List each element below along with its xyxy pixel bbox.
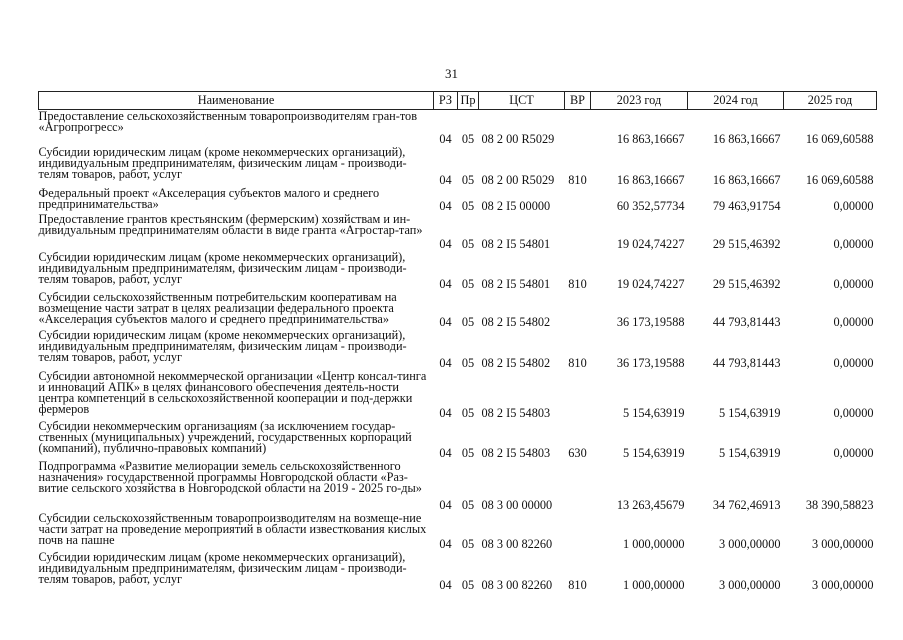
row-2024: 5 154,63919 xyxy=(719,446,781,461)
row-name: Предоставление грантов крестьянским (фермерским) хозяйствам и ин-дивидуальным предпринимателям области в виде гранта «Агростар-тап» xyxy=(38,211,423,237)
row-2024: 16 863,16667 xyxy=(712,173,781,188)
budget-table xyxy=(38,91,877,592)
row-rz: 04 xyxy=(439,277,452,292)
row-rz: 04 xyxy=(439,406,452,421)
row-vr xyxy=(565,187,591,213)
row-2023: 36 173,19588 xyxy=(616,356,685,371)
row-rz: 04 xyxy=(439,498,452,513)
row-cst: 08 3 00 00000 xyxy=(481,498,553,513)
row-rz: 04 xyxy=(439,356,452,371)
row-vr xyxy=(565,460,591,512)
row-vr xyxy=(565,110,591,146)
column-header-rz: РЗ xyxy=(434,92,458,110)
table-row xyxy=(39,329,877,370)
row-pr: 05 xyxy=(461,173,475,188)
column-header-2023: 2023 год xyxy=(591,92,688,110)
row-rz: 04 xyxy=(439,446,452,461)
row-2025: 0,00000 xyxy=(833,446,874,461)
row-rz: 04 xyxy=(439,537,452,552)
row-2023: 36 173,19588 xyxy=(616,315,685,330)
row-pr: 05 xyxy=(461,498,475,513)
row-vr: 810 xyxy=(568,356,587,371)
row-2024: 16 863,16667 xyxy=(712,132,781,147)
table-row xyxy=(39,370,877,420)
row-2023: 16 863,16667 xyxy=(616,132,685,147)
row-2023: 1 000,00000 xyxy=(623,578,685,593)
row-vr: 810 xyxy=(568,173,587,188)
row-2023: 5 154,63919 xyxy=(623,406,685,421)
row-2024: 79 463,91754 xyxy=(712,199,781,214)
row-name: Субсидии автономной некоммерческой организации «Центр консал-тинга и инноваций АПК» в целях финансового обеспечения деятель-ности центра компетенций в сельскохозяйственной кооперации и под-держки фермеров xyxy=(38,368,427,417)
row-pr: 05 xyxy=(461,406,475,421)
row-name: Субсидии юридическим лицам (кроме некоммерческих организаций), индивидуальным предпринимателям, физическим лицам - производи-телям товаров, работ, услуг xyxy=(38,327,407,364)
column-header-name: Наименование xyxy=(39,92,434,110)
row-cst: 08 2 I5 00000 xyxy=(481,199,551,214)
row-vr: 810 xyxy=(568,277,587,292)
row-vr xyxy=(565,370,591,420)
row-vr: 810 xyxy=(568,578,587,593)
row-2025: 3 000,00000 xyxy=(812,578,874,593)
row-cst: 08 2 I5 54802 xyxy=(481,356,551,371)
row-name: Предоставление сельскохозяйственным товаропроизводителям гран-тов «Агропрогресс» xyxy=(38,109,417,135)
row-name: Субсидии сельскохозяйственным потребительским кооперативам на возмещение части затрат в целях реализации федерального проекта «Акселерация субъектов малого и среднего предпринимательства» xyxy=(38,289,397,326)
table-row xyxy=(39,551,877,592)
row-cst: 08 2 00 R5029 xyxy=(481,132,555,147)
row-name: Федеральный проект «Акселерация субъектов малого и среднего предпринимательства» xyxy=(38,185,380,211)
row-vr xyxy=(565,291,591,329)
row-rz: 04 xyxy=(439,237,452,252)
table-row xyxy=(39,187,877,213)
row-2025: 0,00000 xyxy=(833,199,874,214)
row-rz: 04 xyxy=(439,315,452,330)
row-name: Субсидии юридическим лицам (кроме некоммерческих организаций), индивидуальным предпринимателям, физическим лицам - производи-телям товаров, работ, услуг xyxy=(38,549,407,586)
table-row xyxy=(39,146,877,187)
row-pr: 05 xyxy=(461,132,475,147)
row-cst: 08 2 I5 54801 xyxy=(481,237,551,252)
row-name: Субсидии сельскохозяйственным товаропроизводителям на возмеще-ние части затрат на проведение мероприятий в области известкования кислых почв на пашне xyxy=(38,510,427,547)
page-number: 31 xyxy=(445,66,458,81)
column-header-2025: 2025 год xyxy=(784,92,877,110)
row-rz: 04 xyxy=(439,578,452,593)
row-pr: 05 xyxy=(461,537,475,552)
row-2025: 0,00000 xyxy=(833,356,874,371)
table-row xyxy=(39,251,877,291)
row-pr: 05 xyxy=(461,315,475,330)
row-cst: 08 2 I5 54801 xyxy=(481,277,551,292)
row-pr: 05 xyxy=(461,237,475,252)
row-pr: 05 xyxy=(461,199,475,214)
row-name: Субсидии юридическим лицам (кроме некоммерческих организаций), индивидуальным предпринимателям, физическим лицам - производи-телям товаров, работ, услуг xyxy=(38,249,407,286)
row-rz: 04 xyxy=(439,173,452,188)
row-2023: 1 000,00000 xyxy=(623,537,685,552)
row-2024: 29 515,46392 xyxy=(712,237,781,252)
column-header-pr: Пр xyxy=(458,92,479,110)
table-header-row xyxy=(39,92,877,110)
row-pr: 05 xyxy=(461,356,475,371)
table-row xyxy=(39,110,877,146)
row-cst: 08 3 00 82260 xyxy=(481,537,553,552)
row-2025: 0,00000 xyxy=(833,277,874,292)
row-name: Субсидии некоммерческим организациям (за исключением государ-ственных (муниципальных) учреждений, государственных корпораций (компаний), публично-правовых компаний) xyxy=(38,418,412,455)
row-2024: 44 793,81443 xyxy=(712,315,781,330)
row-vr xyxy=(565,213,591,251)
column-header-vr: ВР xyxy=(565,92,591,110)
row-2024: 3 000,00000 xyxy=(719,578,781,593)
row-name: Субсидии юридическим лицам (кроме некоммерческих организаций), индивидуальным предпринимателям, физическим лицам - производи-телям товаров, работ, услуг xyxy=(38,144,407,181)
row-2025: 38 390,58823 xyxy=(805,498,874,513)
row-2023: 60 352,57734 xyxy=(616,199,685,214)
table-row xyxy=(39,460,877,512)
row-2024: 3 000,00000 xyxy=(719,537,781,552)
row-2024: 29 515,46392 xyxy=(712,277,781,292)
row-2025: 0,00000 xyxy=(833,406,874,421)
row-2025: 0,00000 xyxy=(833,315,874,330)
row-2024: 5 154,63919 xyxy=(719,406,781,421)
row-cst: 08 2 I5 54803 xyxy=(481,446,551,461)
column-header-cst: ЦСТ xyxy=(479,92,565,110)
table-row xyxy=(39,420,877,460)
row-cst: 08 3 00 82260 xyxy=(481,578,553,593)
row-cst: 08 2 00 R5029 xyxy=(481,173,555,188)
row-cst: 08 2 I5 54802 xyxy=(481,315,551,330)
row-2025: 3 000,00000 xyxy=(812,537,874,552)
table-row xyxy=(39,291,877,329)
row-2023: 19 024,74227 xyxy=(616,237,685,252)
row-2024: 34 762,46913 xyxy=(712,498,781,513)
row-vr: 630 xyxy=(568,446,587,461)
table-row xyxy=(39,213,877,251)
row-2023: 16 863,16667 xyxy=(616,173,685,188)
row-cst: 08 2 I5 54803 xyxy=(481,406,551,421)
row-rz: 04 xyxy=(439,132,452,147)
row-2024: 44 793,81443 xyxy=(712,356,781,371)
row-2025: 16 069,60588 xyxy=(805,173,874,188)
row-pr: 05 xyxy=(461,277,475,292)
row-pr: 05 xyxy=(461,446,475,461)
row-pr: 05 xyxy=(461,578,475,593)
row-2025: 0,00000 xyxy=(833,237,874,252)
row-2025: 16 069,60588 xyxy=(805,132,874,147)
row-rz: 04 xyxy=(439,199,452,214)
row-2023: 5 154,63919 xyxy=(623,446,685,461)
table-row xyxy=(39,512,877,551)
column-header-2024: 2024 год xyxy=(688,92,784,110)
row-name: Подпрограмма «Развитие мелиорации земель сельскохозяйственного назначения» государственной программы Новгородской области «Раз-витие сельского хозяйства в Новгородской области на 2019 - 2025 го-ды» xyxy=(38,458,422,495)
row-2023: 13 263,45679 xyxy=(616,498,685,513)
row-2023: 19 024,74227 xyxy=(616,277,685,292)
row-vr xyxy=(565,512,591,551)
